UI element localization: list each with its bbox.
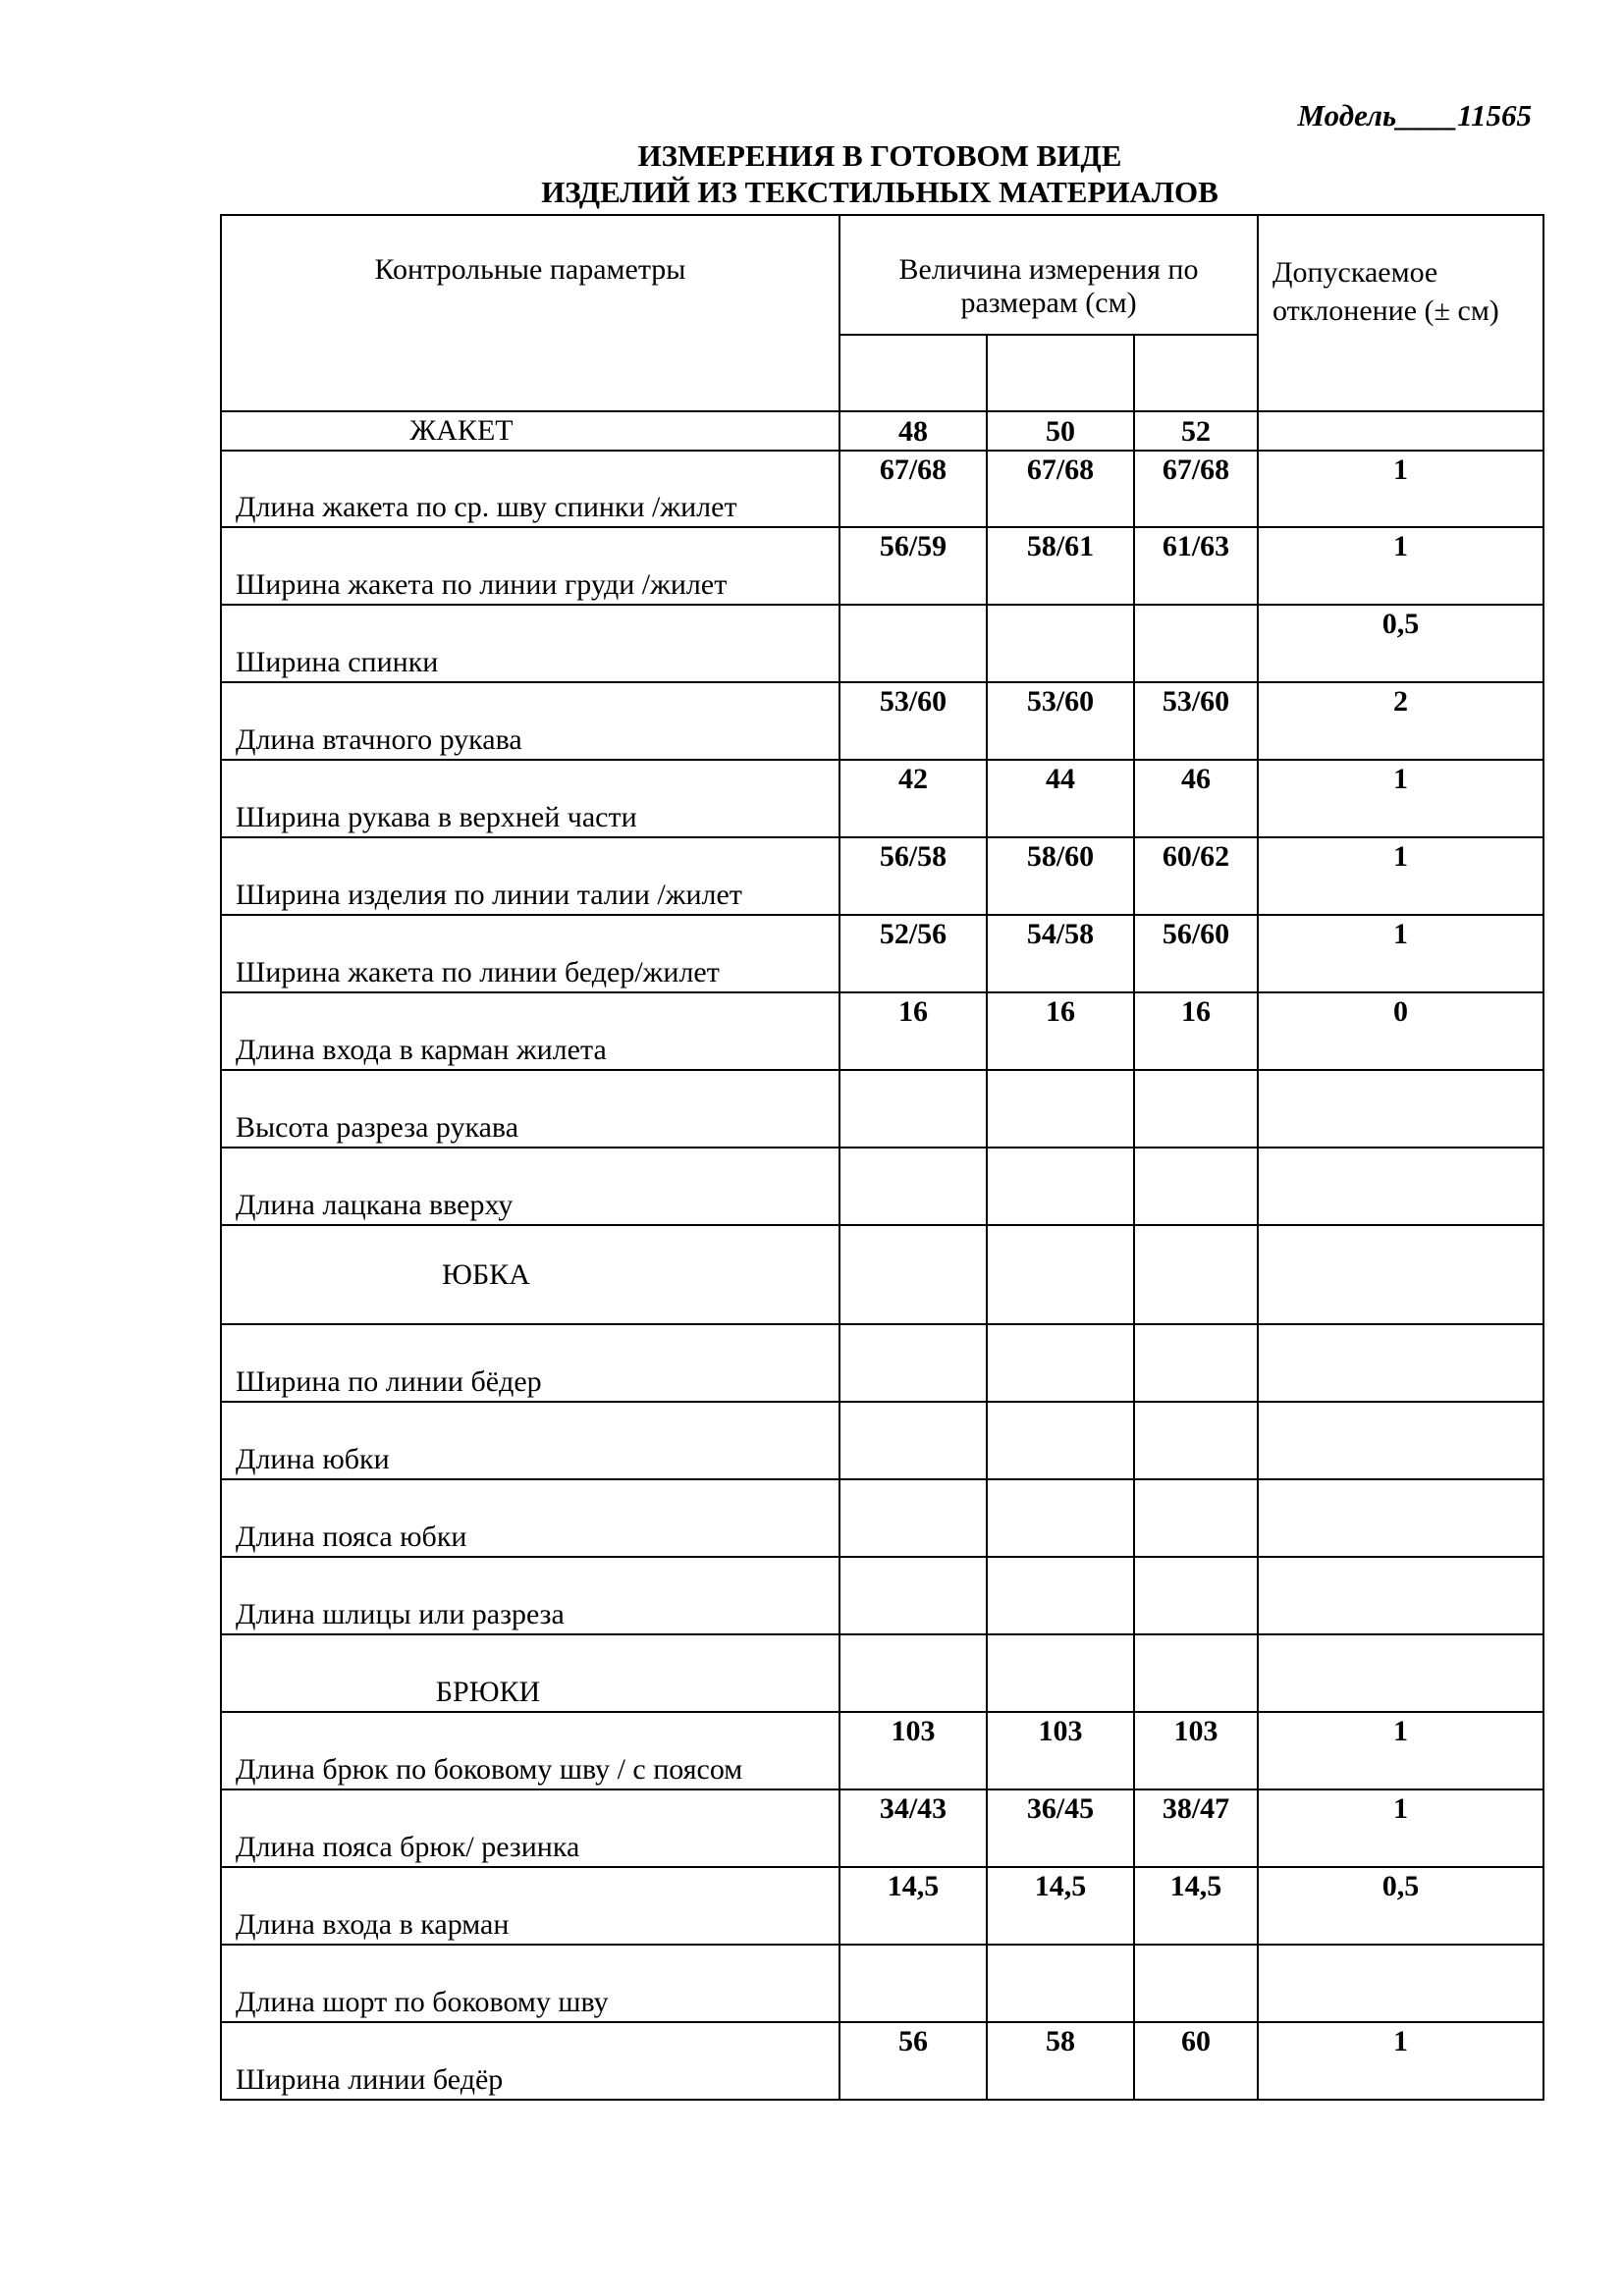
value-tolerance: 0	[1258, 992, 1543, 1070]
row-label: Длина входа в карман	[221, 1867, 839, 1945]
value-tolerance	[1258, 1070, 1543, 1148]
blank-cell	[1258, 1634, 1543, 1712]
value-size-48: 56	[839, 2022, 987, 2100]
value-size-50	[987, 1070, 1134, 1148]
value-tolerance: 1	[1258, 2022, 1543, 2100]
value-tolerance: 1	[1258, 1712, 1543, 1789]
table-row	[221, 682, 1543, 760]
row-label: Длина пояса брюк/ резинка	[221, 1789, 839, 1867]
table-header-row	[221, 215, 1543, 335]
value-size-52: 16	[1134, 992, 1258, 1070]
measurements-table	[220, 214, 1544, 2101]
blank-cell	[987, 1634, 1134, 1712]
value-size-48	[839, 1557, 987, 1634]
section-row-jacket	[221, 411, 1543, 451]
document-title-line-1: ИЗМЕРЕНИЯ В ГОТОВОМ ВИДЕ	[637, 138, 1122, 173]
value-size-50	[987, 1148, 1134, 1225]
value-tolerance	[1258, 1324, 1543, 1402]
value-size-52: 38/47	[1134, 1789, 1258, 1867]
table-row	[221, 2022, 1543, 2100]
value-size-50	[987, 1402, 1134, 1479]
table-row	[221, 1557, 1543, 1634]
value-size-52	[1134, 1557, 1258, 1634]
row-label: Длина входа в карман жилета	[221, 992, 839, 1070]
value-tolerance: 2	[1258, 682, 1543, 760]
value-size-48: 56/58	[839, 837, 987, 915]
section-title-jacket: ЖАКЕТ	[221, 411, 839, 451]
row-label: Длина пояса юбки	[221, 1479, 839, 1557]
row-label: Ширина жакета по линии груди /жилет	[221, 527, 839, 605]
blank-cell	[1258, 1225, 1543, 1324]
blank-cell	[987, 1225, 1134, 1324]
section-row-skirt	[221, 1225, 1543, 1324]
value-size-48: 103	[839, 1712, 987, 1789]
value-size-52: 103	[1134, 1712, 1258, 1789]
value-size-52	[1134, 1479, 1258, 1557]
table-row	[221, 605, 1543, 682]
row-label: Длина втачного рукава	[221, 682, 839, 760]
blank-cell	[839, 1634, 987, 1712]
value-size-50: 58/60	[987, 837, 1134, 915]
value-size-48: 56/59	[839, 527, 987, 605]
value-tolerance: 1	[1258, 760, 1543, 837]
value-size-52: 61/63	[1134, 527, 1258, 605]
size-48: 48	[839, 411, 987, 451]
value-size-50: 67/68	[987, 451, 1134, 527]
header-values: Величина измерения по размерам (см)	[839, 215, 1258, 335]
value-size-48	[839, 1148, 987, 1225]
value-size-50: 14,5	[987, 1867, 1134, 1945]
blank-cell	[839, 1225, 987, 1324]
value-size-50: 16	[987, 992, 1134, 1070]
table-row	[221, 451, 1543, 527]
table-row	[221, 1402, 1543, 1479]
table-row	[221, 1789, 1543, 1867]
value-tolerance: 1	[1258, 451, 1543, 527]
value-size-52	[1134, 1070, 1258, 1148]
section-row-trousers	[221, 1634, 1543, 1712]
value-size-48	[839, 1324, 987, 1402]
value-size-50: 44	[987, 760, 1134, 837]
row-label: Длина брюк по боковому шву / с поясом	[221, 1712, 839, 1789]
blank-cell	[1134, 1634, 1258, 1712]
value-tolerance	[1258, 1557, 1543, 1634]
table-row	[221, 1945, 1543, 2022]
value-size-50: 103	[987, 1712, 1134, 1789]
value-tolerance: 1	[1258, 527, 1543, 605]
row-label: Ширина линии бедёр	[221, 2022, 839, 2100]
value-size-52	[1134, 1324, 1258, 1402]
value-size-52	[1134, 1945, 1258, 2022]
value-tolerance: 1	[1258, 915, 1543, 992]
value-size-48	[839, 605, 987, 682]
value-size-48	[839, 1402, 987, 1479]
header-param: Контрольные параметры	[221, 215, 839, 411]
value-size-52: 53/60	[1134, 682, 1258, 760]
table-row	[221, 1324, 1543, 1402]
value-size-52: 60/62	[1134, 837, 1258, 915]
table-row	[221, 527, 1543, 605]
value-size-52: 14,5	[1134, 1867, 1258, 1945]
blank-cell	[1134, 1225, 1258, 1324]
row-label: Длина шорт по боковому шву	[221, 1945, 839, 2022]
value-size-50	[987, 1479, 1134, 1557]
table-row	[221, 1070, 1543, 1148]
value-tolerance	[1258, 1945, 1543, 2022]
value-tolerance	[1258, 1402, 1543, 1479]
table-row	[221, 915, 1543, 992]
section-title-skirt: ЮБКА	[221, 1225, 839, 1324]
header-blank-cell	[1134, 335, 1258, 411]
table-row	[221, 1148, 1543, 1225]
size-tol-blank	[1258, 411, 1543, 451]
row-label: Высота разреза рукава	[221, 1070, 839, 1148]
value-size-48	[839, 1479, 987, 1557]
value-size-48	[839, 1945, 987, 2022]
value-size-48: 16	[839, 992, 987, 1070]
row-label: Ширина жакета по линии бедер/жилет	[221, 915, 839, 992]
value-tolerance: 1	[1258, 837, 1543, 915]
size-52: 52	[1134, 411, 1258, 451]
value-size-52	[1134, 605, 1258, 682]
value-size-48: 34/43	[839, 1789, 987, 1867]
value-tolerance: 0,5	[1258, 605, 1543, 682]
value-size-50: 54/58	[987, 915, 1134, 992]
value-size-52: 60	[1134, 2022, 1258, 2100]
value-size-50	[987, 605, 1134, 682]
header-tolerance: Допускаемое отклонение (± см)	[1258, 215, 1543, 411]
value-size-48: 67/68	[839, 451, 987, 527]
value-size-48: 53/60	[839, 682, 987, 760]
value-size-50: 53/60	[987, 682, 1134, 760]
value-size-50	[987, 1557, 1134, 1634]
header-blank-cell	[839, 335, 987, 411]
row-label: Длина шлицы или разреза	[221, 1557, 839, 1634]
row-label: Ширина изделия по линии талии /жилет	[221, 837, 839, 915]
value-size-48: 52/56	[839, 915, 987, 992]
value-tolerance: 0,5	[1258, 1867, 1543, 1945]
value-size-50	[987, 1324, 1134, 1402]
value-size-50: 58/61	[987, 527, 1134, 605]
table-row	[221, 1712, 1543, 1789]
section-title-trousers: БРЮКИ	[221, 1634, 839, 1712]
value-size-52: 46	[1134, 760, 1258, 837]
value-size-50: 58	[987, 2022, 1134, 2100]
value-size-48	[839, 1070, 987, 1148]
document-title-line-2: ИЗДЕЛИЙ ИЗ ТЕКСТИЛЬНЫХ МАТЕРИАЛОВ	[541, 175, 1218, 209]
row-label: Ширина спинки	[221, 605, 839, 682]
value-tolerance	[1258, 1479, 1543, 1557]
value-size-48: 42	[839, 760, 987, 837]
table-row	[221, 1479, 1543, 1557]
row-label: Длина жакета по ср. шву спинки /жилет	[221, 451, 839, 527]
value-size-52	[1134, 1148, 1258, 1225]
table-row	[221, 837, 1543, 915]
value-tolerance	[1258, 1148, 1543, 1225]
table-row	[221, 760, 1543, 837]
table-row	[221, 992, 1543, 1070]
value-size-52	[1134, 1402, 1258, 1479]
row-label: Длина лацкана вверху	[221, 1148, 839, 1225]
value-tolerance: 1	[1258, 1789, 1543, 1867]
header-blank-cell	[987, 335, 1134, 411]
value-size-48: 14,5	[839, 1867, 987, 1945]
row-label: Ширина по линии бёдер	[221, 1324, 839, 1402]
table-row	[221, 1867, 1543, 1945]
row-label: Длина юбки	[221, 1402, 839, 1479]
value-size-52: 56/60	[1134, 915, 1258, 992]
model-number: Модель____11565	[1297, 98, 1532, 133]
value-size-50	[987, 1945, 1134, 2022]
row-label: Ширина рукава в верхней части	[221, 760, 839, 837]
value-size-52: 67/68	[1134, 451, 1258, 527]
value-size-50: 36/45	[987, 1789, 1134, 1867]
size-50: 50	[987, 411, 1134, 451]
